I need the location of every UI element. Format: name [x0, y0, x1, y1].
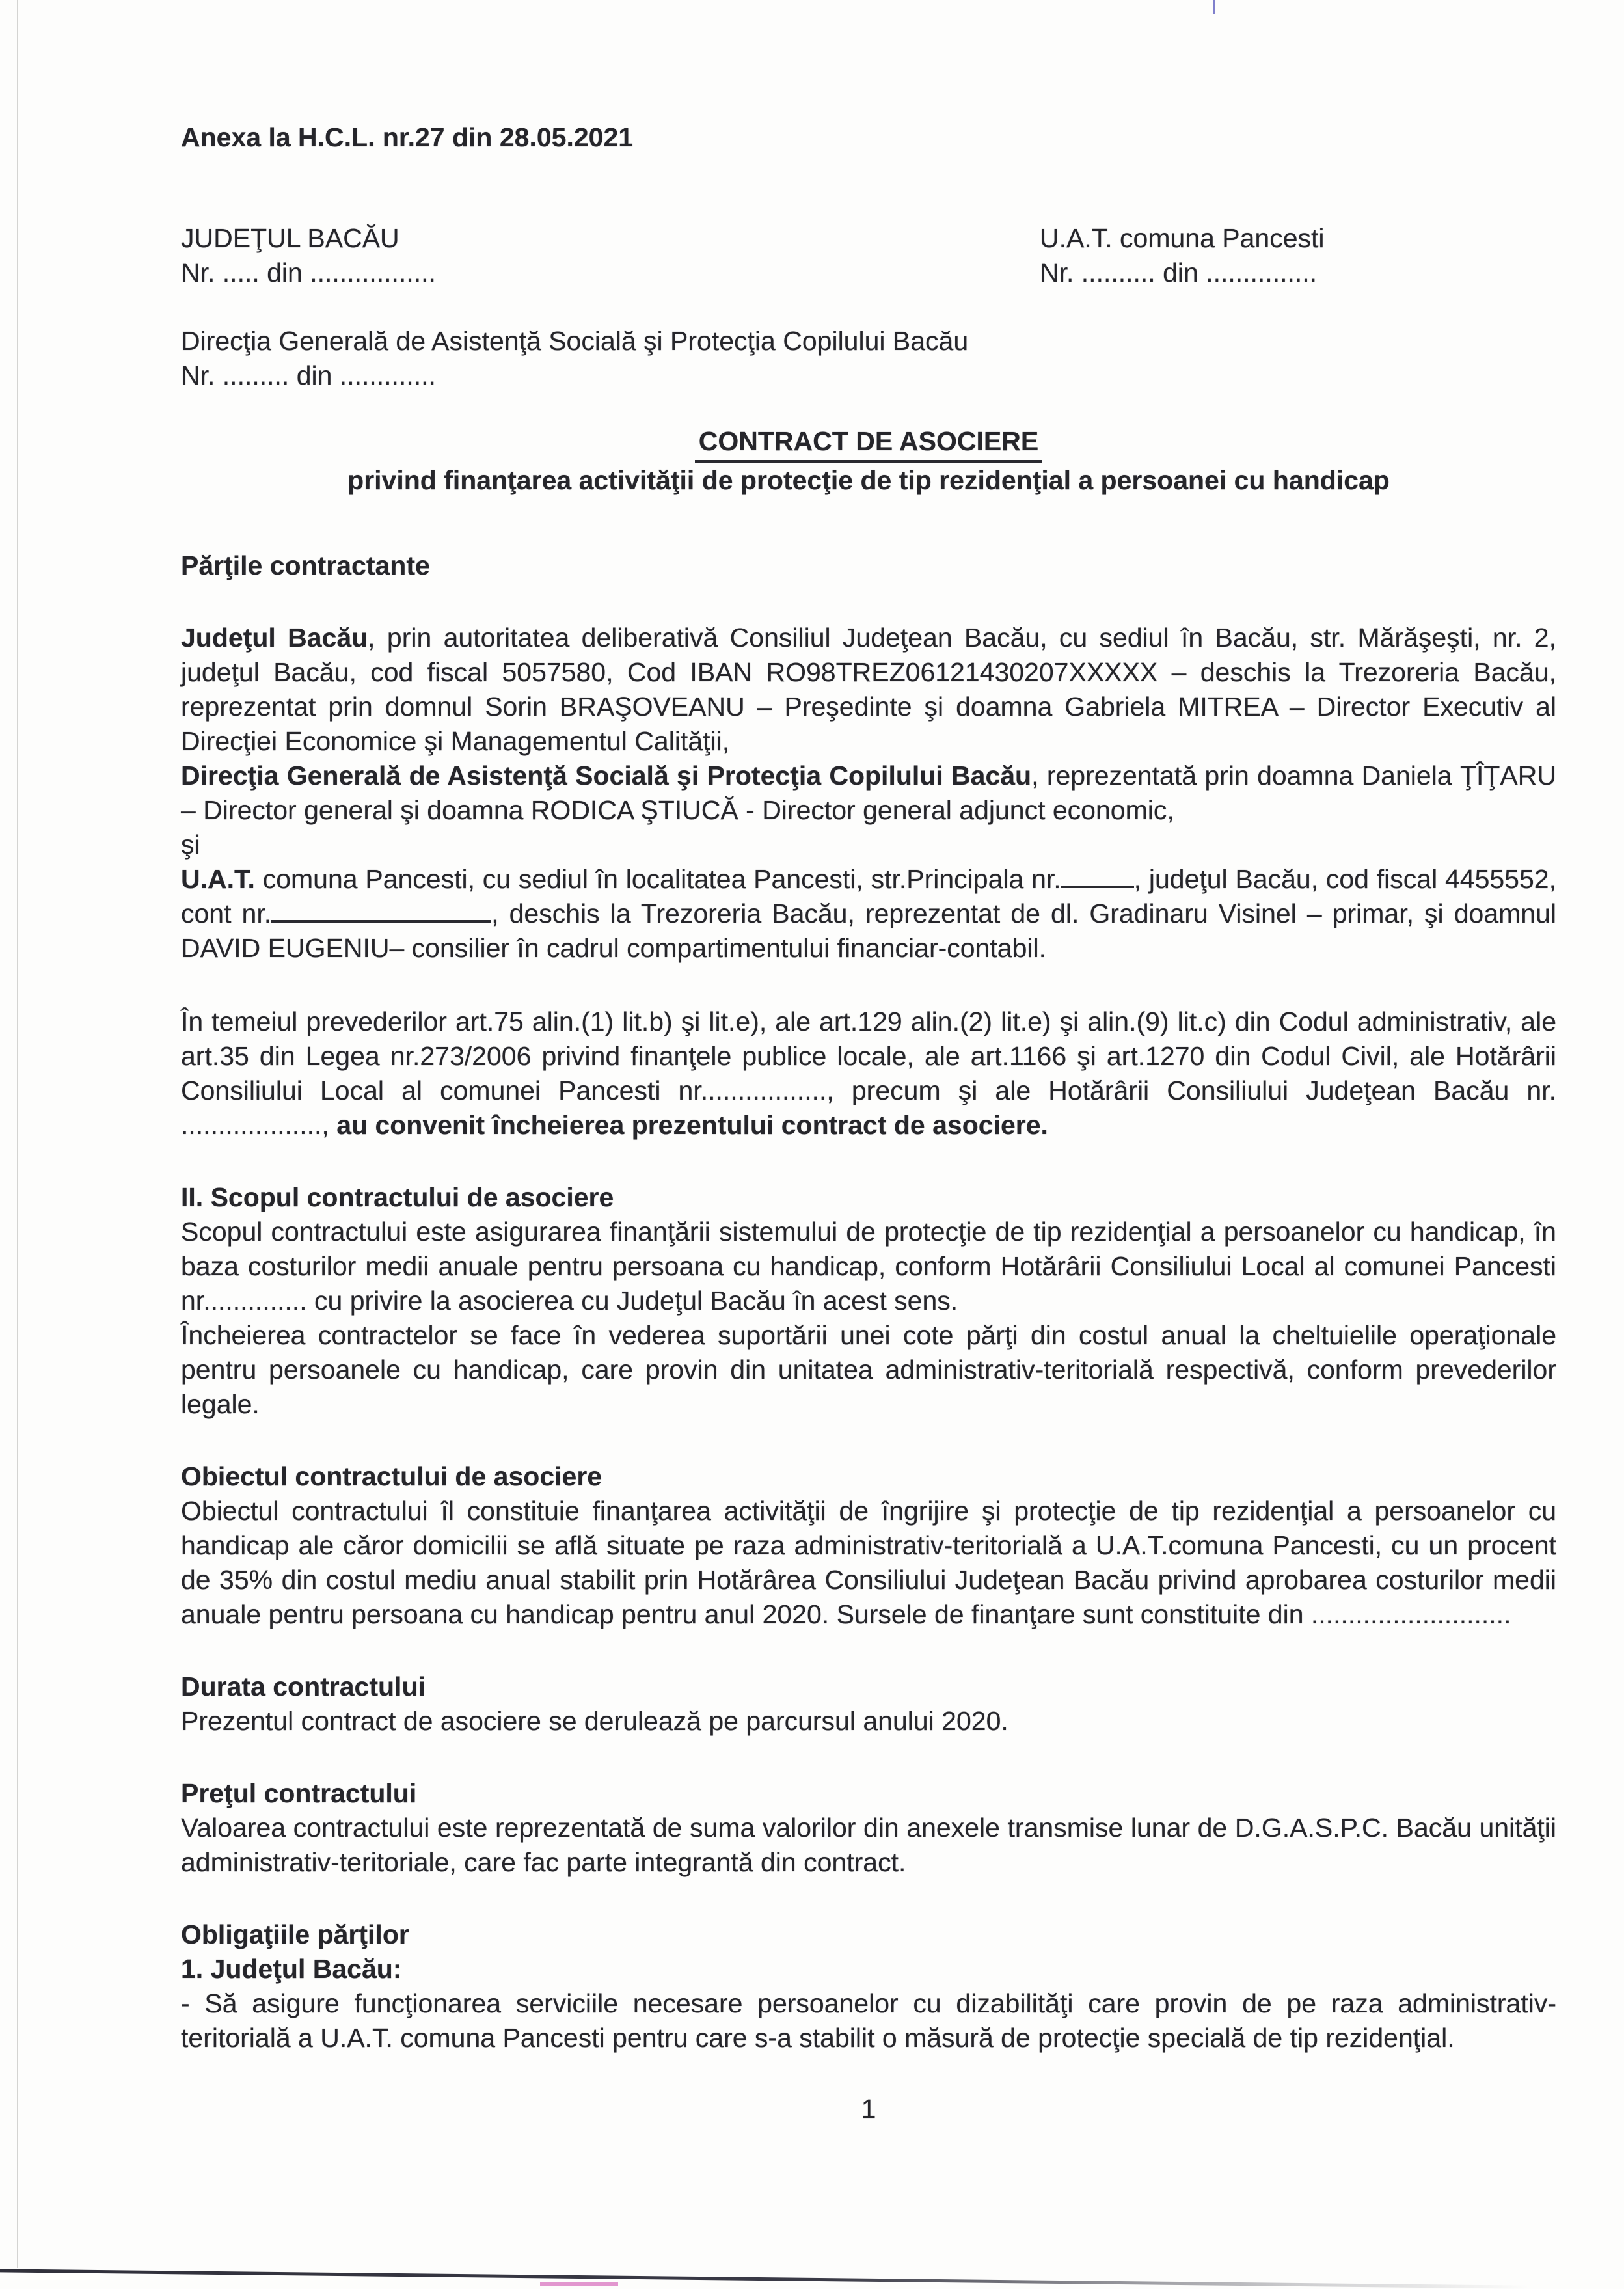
header-right-org-block [1040, 221, 1534, 290]
street-number-blank-field [1061, 866, 1134, 888]
section-duration-heading: Durata contractului [181, 1672, 426, 1701]
header-dgaspc-block [181, 324, 1556, 393]
dgaspc-number-line: Nr. ......... din ............. [181, 360, 436, 390]
party1-name: Judeţul Bacău [181, 623, 368, 653]
party3-name: U.A.T. [181, 864, 255, 894]
preamble-conclusion: au convenit încheierea prezentului contract de asociere. [336, 1110, 1048, 1140]
contract-title: CONTRACT DE ASOCIERE [695, 424, 1042, 463]
left-org-number-line: Nr. ..... din ................. [181, 258, 436, 288]
duration-paragraph: Prezentul contract de asociere se derulează pe parcursul anului 2020. [181, 1706, 1008, 1736]
left-org-name: JUDEŢUL BACĂU [181, 223, 399, 253]
header-organizations-row [181, 221, 1556, 290]
section-price-heading: Preţul contractului [181, 1778, 417, 1808]
contracting-parties [181, 621, 1556, 966]
section-object-heading: Obiectul contractului de asociere [181, 1461, 602, 1491]
header-left-org-block [181, 221, 1040, 290]
dgaspc-org-name: Direcţia Generală de Asistenţă Socială şi Protecţia Copilului Bacău [181, 326, 969, 356]
party1-details: , prin autoritatea deliberativă Consiliul Judeţean Bacău, cu sediul în Bacău, str. Mărăşeşti, nr. 2, judeţul Bacău, cod fiscal 5057580, Cod IBAN RO98TREZ06121430207XXXXX – deschis la Trezoreria Bacău, reprezentat prin domnul Sorin BRAŞOVEANU – Preşedinte şi doamna Gabriela MITREA – Director Executiv al Direcţiei Economice şi Managementul Calităţii, [181, 623, 1556, 756]
contract-title-block [181, 424, 1556, 498]
right-org-name: U.A.T. comuna Pancesti [1040, 223, 1325, 253]
section-scope-heading: II. Scopul contractului de asociere [181, 1182, 614, 1212]
party3-details-1: comuna Pancesti, cu sediul în localitatea Pancesti, str.Principala nr. [254, 864, 1061, 894]
conjunction-line: şi [181, 830, 200, 860]
obligations-bullet: - Să asigure funcţionarea serviciile necesare persoanelor cu dizabilităţi care provin de pe raza administrativ-teritorială a U.A.T. comuna Pancesti pentru care s-a stabilit o măsură de protecţie specială de tip rezidenţial. [181, 1988, 1556, 2053]
page-number: 1 [861, 2094, 876, 2124]
party2-name: Direcţia Generală de Asistenţă Socială şi Protecţia Copilului Bacău [181, 761, 1032, 791]
scan-magenta-artifact [540, 2282, 618, 2286]
scan-blue-tick-artifact [1213, 0, 1215, 14]
scope-paragraph-1: Scopul contractului este asigurarea finanţării sistemului de protecţie de tip rezidenţial a persoanelor cu handicap, în baza costurilor medii anuale pentru persoana cu handicap, conform Hotărârii Consiliului Local al comunei Pancesti nr.............. cu privire la asocierea cu Judeţul Bacău în acest sens. [181, 1217, 1556, 1316]
account-number-blank-field [271, 901, 491, 923]
party-judetul-bacau [181, 621, 1556, 759]
party3-details-2: , judeţul Bacău, cod fiscal 4455552, cont nr. [181, 864, 1556, 928]
obligations-party1-subheading: 1. Judeţul Bacău: [181, 1954, 402, 1984]
object-paragraph: Obiectul contractului îl constituie finanţarea activităţii de îngrijire şi protecţie de tip rezidenţial a persoanelor cu handicap ale căror domicilii se află situate pe raza administrativ-teritorială a U.A.T.comuna Pancesti, cu un procent de 35% din costul mediu anual stabilit prin Hotărârea Consiliului Judeţean Bacău privind aprobarea costurilor medii anuale pentru persoana cu handicap pentru anul 2020. Sursele de finanţare sunt constituite din ........................... [181, 1496, 1556, 1629]
right-org-number-line: Nr. .......... din ............... [1040, 258, 1318, 288]
party-dgaspc [181, 759, 1556, 828]
section-obligations-heading: Obligaţiile părţilor [181, 1919, 409, 1949]
party2-details: , reprezentată prin doamna Daniela ŢÎŢARU – Director general şi doamna RODICA ŞTIUCĂ - Director general adjunct economic, [181, 761, 1556, 825]
party3-details-3: , deschis la Trezoreria Bacău, reprezentat de dl. Gradinaru Visinel – primar, şi doamnul DAVID EUGENIU– consilier în cadrul compartimentului financiar-contabil. [181, 899, 1556, 963]
parties-heading: Părţile contractante [181, 550, 430, 580]
preamble-text: În temeiul prevederilor art.75 alin.(1) lit.b) şi lit.e), ale art.129 alin.(2) lit.e) şi alin.(9) lit.c) din Codul administrativ, ale art.35 din Legea nr.273/2006 privind finanţele publice locale, ale art.1166 şi art.1270 din Codul Civil, ale Hotărârii Consiliului Local al comunei Pancesti nr................., precum şi ale Hotărârii Consiliului Judeţean Bacău nr. ..................., [181, 1007, 1556, 1140]
legal-preamble [181, 1005, 1556, 1143]
scope-paragraph-2: Încheierea contractelor se face în vederea suportării unei cote părţi din costul anual la cheltuielile operaţionale pentru persoanele cu handicap, care provin din unitatea administrativ-teritorială respectivă, conform prevederilor legale. [181, 1320, 1556, 1419]
price-paragraph: Valoarea contractului este reprezentată de suma valorilor din anexele transmise lunar de D.G.A.S.P.C. Bacău unităţii administrativ-teritoriale, care fac parte integrantă din contract. [181, 1813, 1556, 1877]
scan-left-edge-line [17, 0, 18, 2268]
party-uat-pancesti [181, 862, 1556, 966]
contract-subtitle: privind finanţarea activităţii de protecţie de tip rezidenţial a persoanei cu handicap [347, 465, 1390, 495]
annex-reference-line: Anexa la H.C.L. nr.27 din 28.05.2021 [181, 122, 634, 152]
